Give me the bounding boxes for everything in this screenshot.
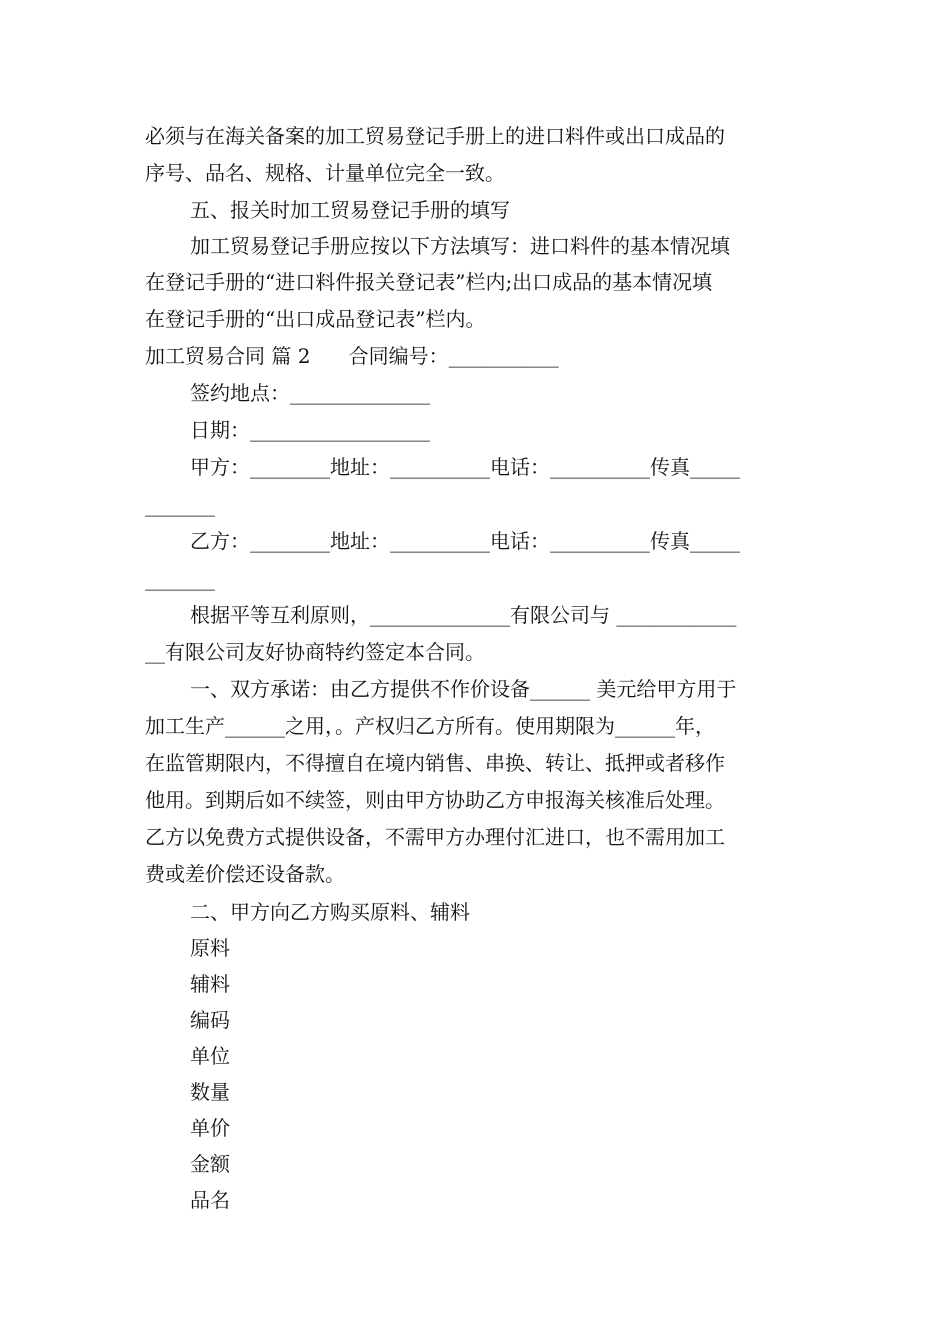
section-heading: 五、报关时加工贸易登记手册的填写 [190, 198, 510, 222]
party-b-line-cont: _______ [145, 567, 215, 591]
paragraph-line: __有限公司友好协商特约签定本合同。 [145, 640, 485, 664]
list-item: 单价 [190, 1116, 230, 1140]
paragraph-line: 序号、品名、规格、计量单位完全一致。 [145, 161, 505, 185]
date-line: 日期：__________________ [190, 418, 430, 442]
paragraph-line: 在登记手册的“出口成品登记表”栏内。 [145, 307, 486, 331]
clause-line: 他用。到期后如不续签，则由甲方协助乙方申报海关核准后处理。 [145, 788, 725, 812]
list-item: 品名 [190, 1188, 230, 1212]
list-item: 编码 [190, 1008, 230, 1032]
clause-line: 在监管期限内，不得擅自在境内销售、串换、转让、抵押或者移作 [145, 751, 725, 775]
list-item: 金额 [190, 1152, 230, 1176]
section-heading: 二、甲方向乙方购买原料、辅料 [190, 900, 470, 924]
list-item: 原料 [190, 936, 230, 960]
list-item: 单位 [190, 1044, 230, 1068]
party-a-line-cont: _______ [145, 493, 215, 517]
paragraph-line: 在登记手册的“进口料件报关登记表”栏内;出口成品的基本情况填 [145, 270, 713, 294]
party-a-line: 甲方：________地址：__________电话：__________传真_____ [190, 455, 740, 479]
signing-place-line: 签约地点：______________ [190, 381, 430, 405]
paragraph-line: 必须与在海关备案的加工贸易登记手册上的进口料件或出口成品的 [145, 124, 725, 148]
paragraph-line: 加工贸易登记手册应按以下方法填写：进口料件的基本情况填 [190, 234, 730, 258]
contract-title-line: 加工贸易合同 篇 2 合同编号：___________ [145, 344, 559, 368]
clause-line: 乙方以免费方式提供设备，不需甲方办理付汇进口，也不需用加工 [145, 825, 725, 849]
clause-line: 一、双方承诺：由乙方提供不作价设备______ 美元给甲方用于 [190, 677, 737, 701]
list-item: 数量 [190, 1080, 230, 1104]
paragraph-line: 根据平等互利原则，______________有限公司与 ____________ [190, 603, 737, 627]
clause-line: 加工生产______之用，。产权归乙方所有。使用期限为______年， [145, 714, 715, 738]
clause-line: 费或差价偿还设备款。 [145, 862, 345, 886]
party-b-line: 乙方：________地址：__________电话：__________传真_____ [190, 529, 740, 553]
list-item: 辅料 [190, 972, 230, 996]
